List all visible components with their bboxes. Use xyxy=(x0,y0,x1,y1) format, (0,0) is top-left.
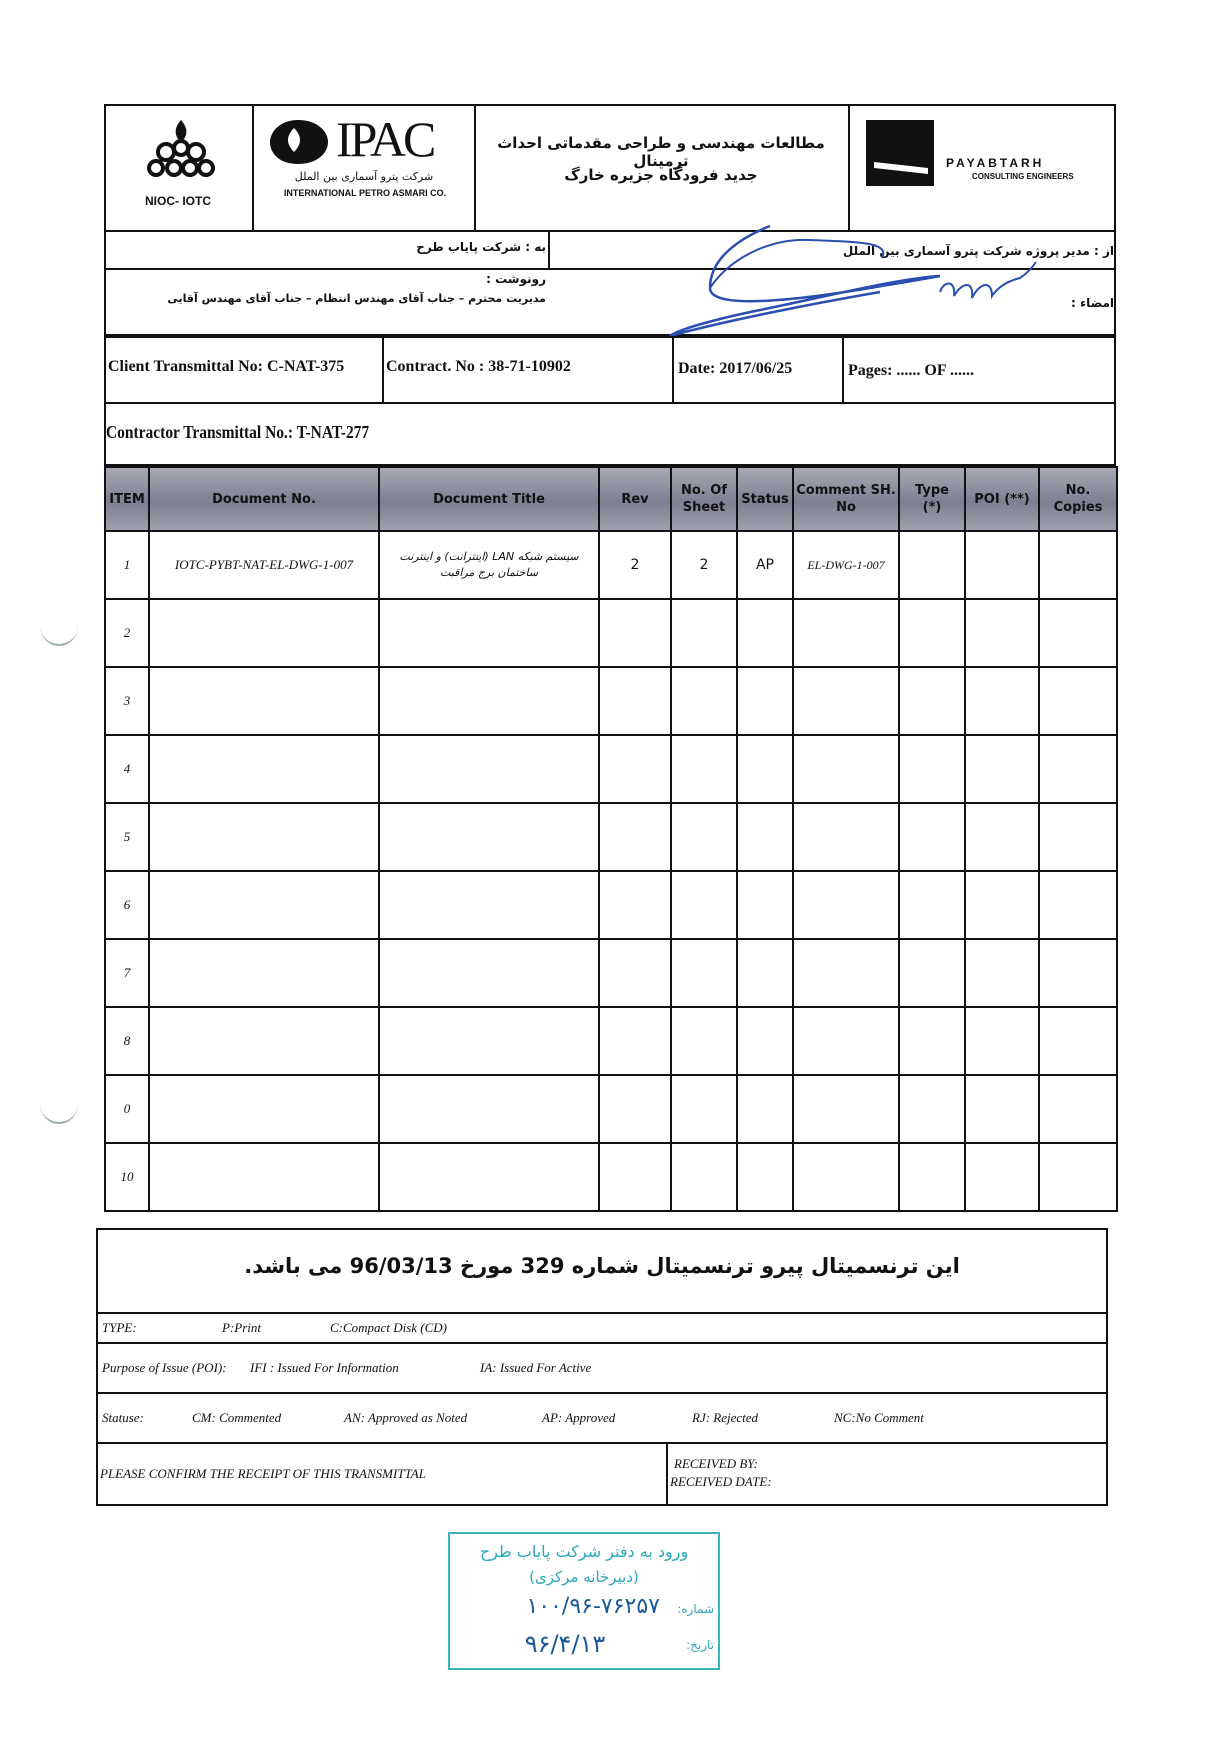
nioc-flame-logo-icon xyxy=(146,116,216,182)
status-no-comment: NC:No Comment xyxy=(834,1410,924,1425)
signature-label: امضاء : xyxy=(1071,296,1114,310)
nioc-logo-cell xyxy=(106,106,254,230)
table-row xyxy=(105,735,1117,803)
row-item: 5 xyxy=(105,803,149,871)
row-comment-sheet-no: EL-DWG-1-007 xyxy=(793,531,899,599)
row-item: 3 xyxy=(105,667,149,735)
type-print: P:Print xyxy=(222,1320,261,1335)
table-row xyxy=(105,1007,1117,1075)
divider xyxy=(666,1442,668,1504)
document-table xyxy=(104,466,1116,1212)
poi-ia: IA: Issued For Active xyxy=(480,1360,592,1375)
table-row xyxy=(105,531,1117,599)
stamp-date-value: ۹۶/۴/۱۳ xyxy=(524,1630,606,1658)
contract-no: Contract. No : 38-71-10902 xyxy=(386,358,571,375)
divider xyxy=(672,336,674,402)
divider xyxy=(104,402,1116,404)
divider xyxy=(548,230,550,270)
row-item: 1 xyxy=(105,531,149,599)
divider xyxy=(98,1342,1106,1344)
ipac-logo-cell xyxy=(254,106,476,230)
stamp-office: ورود به دفتر شرکت پایاب طرح xyxy=(479,1542,689,1561)
row-document-title: سیستم شبکه LAN (اینترانت) و اینترنت ساختمان برج مراقبت xyxy=(379,531,599,599)
table-row xyxy=(105,667,1117,735)
table-row xyxy=(105,1143,1117,1211)
stamp-date-label: تاریخ: xyxy=(686,1638,714,1652)
transmittal-info-block xyxy=(104,336,1116,466)
project-title-line2: جدید فرودگاه جزیره خارگ xyxy=(564,166,758,184)
divider xyxy=(382,336,384,402)
pages-count: Pages: ...... OF ...... xyxy=(848,362,975,379)
row-item: 2 xyxy=(105,599,149,667)
cc-label: رونوشت : xyxy=(486,272,546,286)
row-item: 8 xyxy=(105,1007,149,1075)
divider xyxy=(98,1312,1106,1314)
table-row xyxy=(105,599,1117,667)
row-rev: 2 xyxy=(599,531,671,599)
table-row xyxy=(105,939,1117,1007)
col-item: ITEM xyxy=(105,467,149,531)
punch-hole xyxy=(40,1084,78,1124)
table-row xyxy=(105,871,1117,939)
status-commented: CM: Commented xyxy=(192,1410,282,1425)
col-poi: POI (**) xyxy=(965,467,1039,531)
table-row xyxy=(105,1075,1117,1143)
type-cd: C:Compact Disk (CD) xyxy=(330,1320,447,1335)
punch-hole xyxy=(40,606,78,646)
stamp-number-value: ۱۰۰/۹۶-۷۶۲۵۷ xyxy=(526,1594,660,1619)
legend-block xyxy=(96,1228,1108,1506)
col-rev: Rev xyxy=(599,467,671,531)
nioc-logo-text: NIOC- IOTC xyxy=(145,194,211,208)
status-approved-as-noted: AN: Approved as Noted xyxy=(344,1410,468,1425)
client-transmittal-no: Client Transmittal No: C-NAT-375 xyxy=(108,358,345,375)
from-field: از : مدیر پروژه شرکت پترو آسماری بین الملل xyxy=(842,244,1114,258)
divider xyxy=(98,1392,1106,1394)
row-type xyxy=(899,531,965,599)
poi-label: Purpose of Issue (POI): xyxy=(102,1360,227,1375)
col-no-copies: No. Copies xyxy=(1039,467,1117,531)
row-item: 0 xyxy=(105,1075,149,1143)
reference-note: این ترنسمیتال پیرو ترنسمیتال شماره 329 مورخ 96/03/13 می باشد. xyxy=(244,1254,960,1278)
row-item: 10 xyxy=(105,1143,149,1211)
stamp-number-label: شماره: xyxy=(677,1602,714,1616)
received-date-field: RECEIVED DATE: xyxy=(670,1474,772,1489)
to-field: به : شرکت پایاب طرح xyxy=(416,240,546,254)
col-document-title: Document Title xyxy=(379,467,599,531)
row-item: 6 xyxy=(105,871,149,939)
type-label: TYPE: xyxy=(102,1320,137,1335)
stamp-secretariat: (دبیرخانه مرکزی) xyxy=(529,1568,639,1586)
project-title-line1: مطالعات مهندسی و طراحی مقدماتی احداث ترمینال xyxy=(497,134,825,170)
col-type: Type (*) xyxy=(899,467,965,531)
row-poi xyxy=(965,531,1039,599)
col-no-of-sheet: No. Of Sheet xyxy=(671,467,737,531)
col-status: Status xyxy=(737,467,793,531)
table-row xyxy=(105,803,1117,871)
row-item: 7 xyxy=(105,939,149,1007)
row-no-of-sheet: 2 xyxy=(671,531,737,599)
ipac-drop-logo-icon xyxy=(268,118,330,166)
received-by-field: RECEIVED BY: xyxy=(674,1456,758,1471)
table-header-row xyxy=(105,467,1117,531)
col-document-no: Document No. xyxy=(149,467,379,531)
contractor-transmittal-no: Contractor Transmittal No.: T-NAT-277 xyxy=(106,422,370,442)
ipac-farsi-name: شرکت پترو آسماری بین الملل xyxy=(294,170,434,183)
payabtarh-logo-cell xyxy=(850,106,1114,230)
ipac-english-name: INTERNATIONAL PETRO ASMARI CO. xyxy=(283,188,447,198)
document-header xyxy=(104,104,1116,232)
row-item: 4 xyxy=(105,735,149,803)
row-no-copies xyxy=(1039,531,1117,599)
status-approved: AP: Approved xyxy=(542,1410,616,1425)
cc-value: مدیریت محترم – جناب آقای مهندس انتظام – جناب آقای مهندس آقایی xyxy=(167,292,546,305)
ipac-brand-text: IPAC xyxy=(336,111,434,167)
transmittal-date: Date: 2017/06/25 xyxy=(678,360,793,377)
payabtarh-name: PAYABTARH xyxy=(946,156,1045,170)
divider xyxy=(98,1442,1106,1444)
row-status: AP xyxy=(737,531,793,599)
status-label: Statuse: xyxy=(102,1410,144,1425)
col-comment-sheet-no: Comment SH. No xyxy=(793,467,899,531)
poi-ifi: IFI : Issued For Information xyxy=(250,1360,399,1375)
confirm-receipt-text: PLEASE CONFIRM THE RECEIPT OF THIS TRANSMITTAL xyxy=(100,1466,426,1481)
receipt-stamp xyxy=(448,1532,720,1670)
row-document-no: IOTC-PYBT-NAT-EL-DWG-1-007 xyxy=(149,531,379,599)
divider xyxy=(842,336,844,402)
status-rejected: RJ: Rejected xyxy=(692,1410,759,1425)
project-title-cell xyxy=(476,106,850,230)
payabtarh-logo-icon xyxy=(866,120,934,186)
payabtarh-subtitle: CONSULTING ENGINEERS xyxy=(972,172,1074,181)
